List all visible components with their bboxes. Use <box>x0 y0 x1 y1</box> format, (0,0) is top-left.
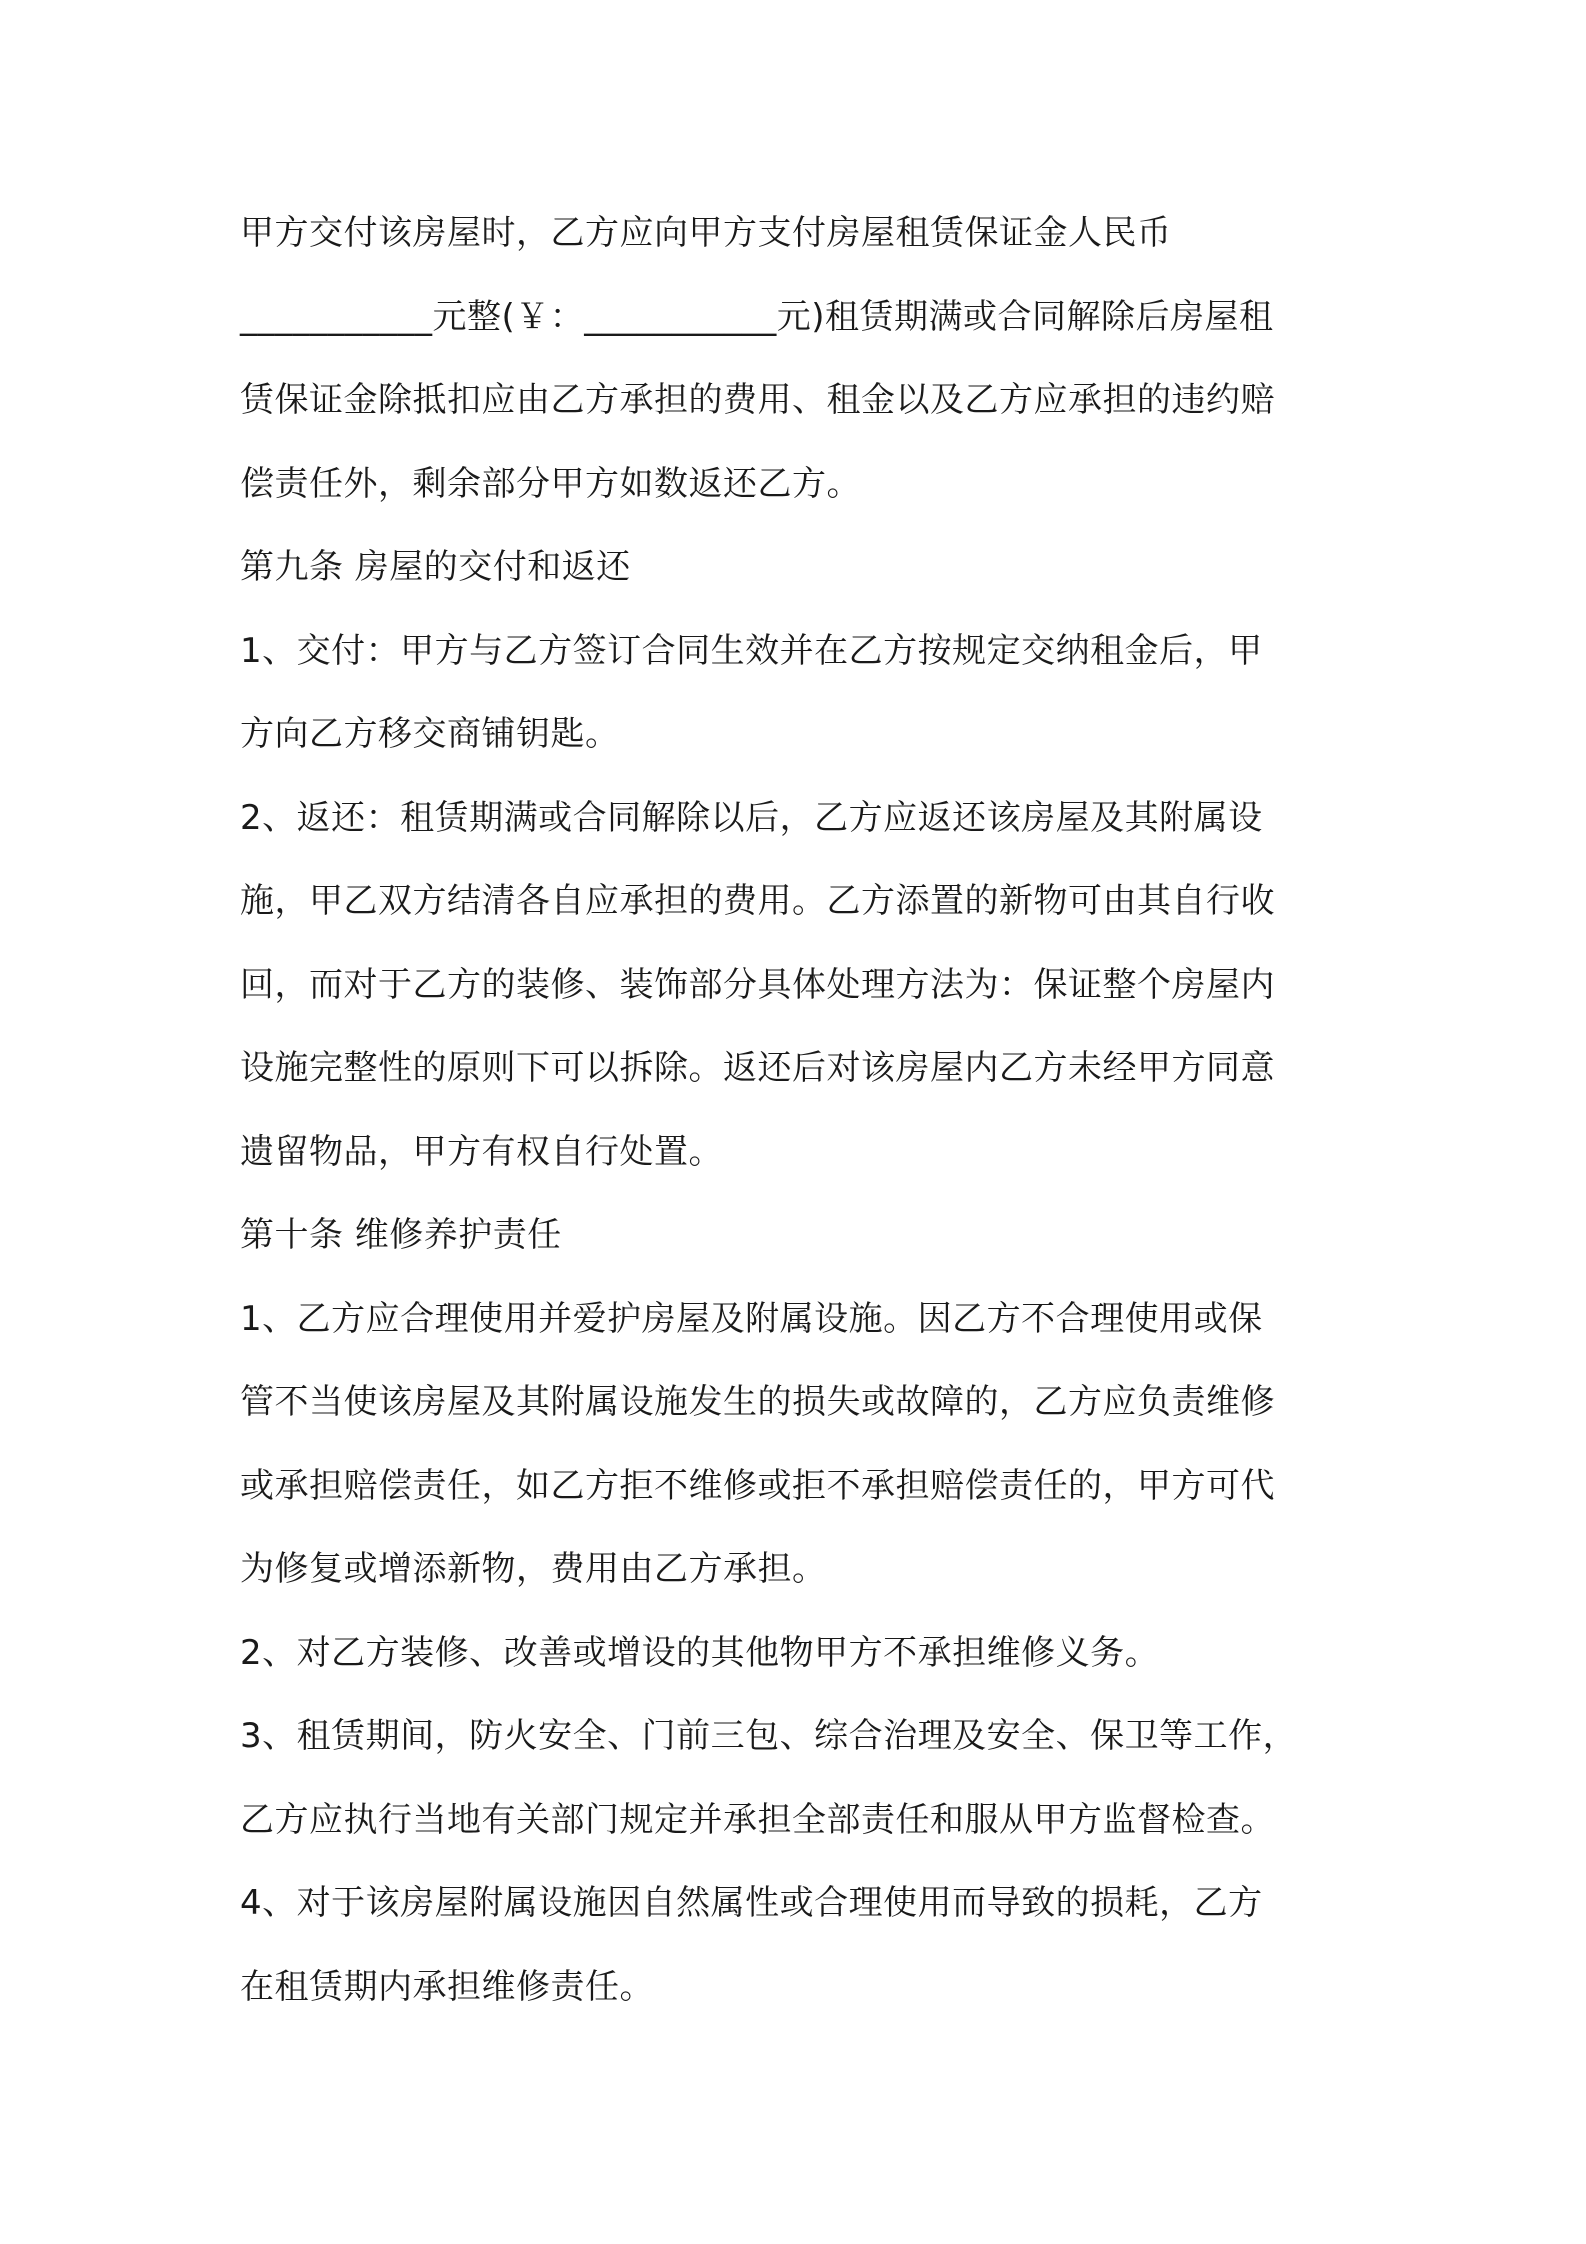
article-9-clause-1-line-2: 方向乙方移交商铺钥匙。 <box>240 714 620 754</box>
article-10-clause-2: 2、对乙方装修、改善或增设的其他物甲方不承担维修义务。 <box>240 1632 1160 1673</box>
article-9-clause-2-line-3: 回，而对于乙方的装修、装饰部分具体处理方法为：保证整个房屋内 <box>240 964 1275 1005</box>
article-10-clause-4-line-2: 在租赁期内承担维修责任。 <box>240 1966 654 2007</box>
article-10-clause-1-line-2: 管不当使该房屋及其附属设施发生的损失或故障的，乙方应负责维修 <box>240 1382 1275 1422</box>
deposit-paragraph-line-4: 偿责任外，剩余部分甲方如数返还乙方。 <box>240 463 861 504</box>
article-10-clause-4-line-1: 4、对于该房屋附属设施因自然属性或合理使用而导致的损耗，乙方 <box>240 1883 1263 1923</box>
article-9-clause-1-line-1: 1、交付：甲方与乙方签订合同生效并在乙方按规定交纳租金后，甲 <box>240 630 1263 671</box>
article-10-clause-1-line-1: 1、乙方应合理使用并爱护房屋及附属设施。因乙方不合理使用或保 <box>240 1298 1263 1339</box>
article-10-clause-1-line-4: 为修复或增添新物，费用由乙方承担。 <box>240 1549 827 1589</box>
article-9-clause-2-line-1: 2、返还：租赁期满或合同解除以后，乙方应返还该房屋及其附属设 <box>240 797 1263 838</box>
article-9-clause-2-line-4: 设施完整性的原则下可以拆除。返还后对该房屋内乙方未经甲方同意 <box>240 1048 1275 1088</box>
deposit-paragraph-line-3: 赁保证金除抵扣应由乙方承担的费用、租金以及乙方应承担的违约赔 <box>240 380 1275 420</box>
article-10-clause-1-line-3: 或承担赔偿责任，如乙方拒不维修或拒不承担赔偿责任的，甲方可代 <box>240 1465 1275 1506</box>
document-body <box>240 192 1360 2029</box>
article-10-clause-3-line-1: 3、租赁期间，防火安全、门前三包、综合治理及安全、保卫等工作， <box>240 1716 1298 1756</box>
article-9-heading: 第九条 房屋的交付和返还 <box>240 547 631 587</box>
deposit-paragraph-line-1: 甲方交付该房屋时，乙方应向甲方支付房屋租赁保证金人民币 <box>240 213 1172 253</box>
article-10-clause-3-line-2: 乙方应执行当地有关部门规定并承担全部责任和服从甲方监督检查。 <box>240 1799 1275 1840</box>
article-10-heading: 第十条 维修养护责任 <box>240 1215 562 1255</box>
deposit-paragraph-line-2: ___________元整(￥：___________元)租赁期满或合同解除后房屋租 <box>240 296 1274 337</box>
article-9-clause-2-line-2: 施，甲乙双方结清各自应承担的费用。乙方添置的新物可由其自行收 <box>240 881 1275 921</box>
article-9-clause-2-line-5: 遗留物品，甲方有权自行处置。 <box>240 1131 723 1172</box>
